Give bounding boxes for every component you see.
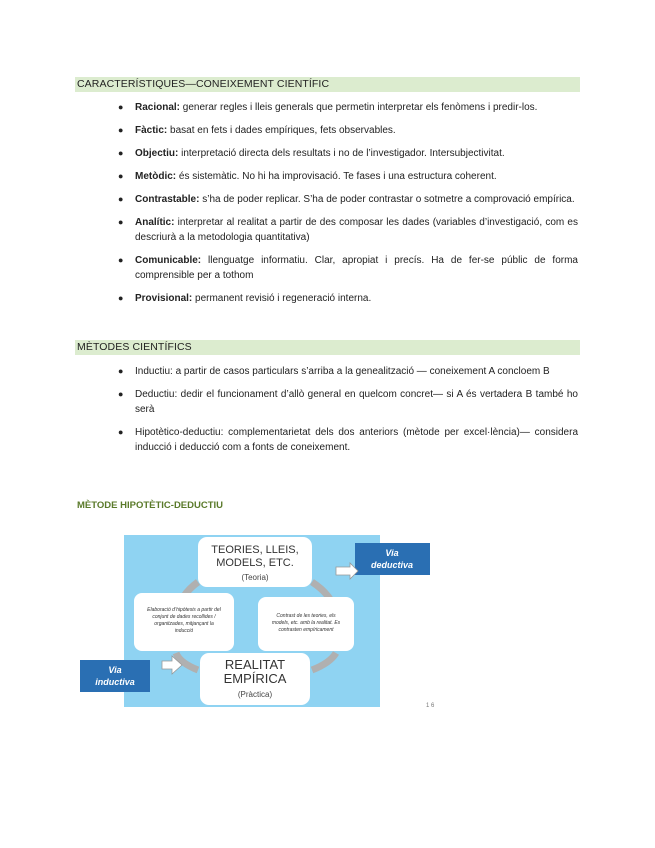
characteristics-list bbox=[118, 100, 578, 306]
induction-text-line3: organitzades, mitjançant la bbox=[154, 621, 214, 627]
deduction-text-line1: Contrast de les teories, els bbox=[276, 613, 336, 619]
via-inductiva-line2: inductiva bbox=[95, 677, 135, 687]
deduction-text-line2: models, etc. amb la realitat. Es bbox=[271, 620, 341, 626]
practice-title-line2: EMPÍRICA bbox=[223, 671, 287, 686]
methods-list bbox=[118, 364, 578, 455]
via-deductiva-line2: deductiva bbox=[370, 560, 414, 570]
theory-title-line1: TEORIES, LLEIS, bbox=[211, 544, 299, 556]
list-item: ● Hipotètico-deductiu: complementarietat dels dos anteriors (mètode per excel·lència)— considera inducció i deducció com a fonts de coneixement. bbox=[118, 427, 578, 453]
theory-title-line2: MODELS, ETC. bbox=[216, 557, 294, 569]
page-mark: 1 6 bbox=[426, 703, 435, 709]
list-item: ● Fàctic: basat en fets i dades empíriques, fets observables. bbox=[118, 125, 396, 136]
diagram-subheading: MÈTODE HIPOTÈTIC-DEDUCTIU bbox=[77, 500, 224, 511]
induction-text-line1: Elaboració d’hipòtesis a partir del bbox=[147, 607, 221, 613]
list-item: ● Inductiu: a partir de casos particulars s’arriba a la genealització — coneixement A concloem B bbox=[118, 366, 550, 377]
list-item: ● Comunicable: llenguatge informatiu. Clar, apropiat i precís. Ha de fer-se públic de forma comprensible per a tothom bbox=[118, 255, 578, 281]
practice-subtitle: (Pràctica) bbox=[237, 690, 273, 699]
induction-text-line2: conjunt de dades recollides / bbox=[152, 614, 216, 620]
list-item: ● Deductiu: dedir el funcionament d’allò general en quelcom concret— si A és vertadera B també ho serà bbox=[118, 389, 578, 415]
via-inductiva-line1: Via bbox=[108, 665, 122, 675]
list-item: ● Racional: generar regles i lleis generals que permetin interpretar els fenòmens i predir-los. bbox=[118, 102, 538, 113]
theory-subtitle: (Teoria) bbox=[241, 573, 269, 582]
hypothetico-deductive-diagram bbox=[80, 535, 430, 707]
deduction-text-line3: contrasten empíricament bbox=[278, 627, 334, 633]
list-item: ● Analític: interpretar al realitat a partir de des composar les dades (variables d’investigació, com es descriurà a la metodologia quantitativa) bbox=[118, 217, 578, 243]
list-item: ● Provisional: permanent revisió i regeneració interna. bbox=[118, 293, 372, 304]
list-item: ● Metòdic: és sistemàtic. No hi ha improvisació. Te fases i una estructura coherent. bbox=[118, 171, 497, 182]
section-title-characteristics: CARACTERÍSTIQUES—CONEIXEMENT CIENTÍFIC bbox=[75, 77, 580, 92]
via-deductiva-line1: Via bbox=[385, 548, 399, 558]
list-item: ● Objectiu: interpretació directa dels resultats i no de l’investigador. Intersubjectivitat. bbox=[118, 148, 505, 159]
section-title-methods: MÈTODES CIENTÍFICS bbox=[75, 340, 580, 355]
induction-text-line4: inducció bbox=[174, 628, 194, 634]
list-item: ● Contrastable: s’ha de poder replicar. S’ha de poder contrastar o sotmetre a comprovació empírica. bbox=[118, 194, 575, 205]
practice-title-line1: REALITAT bbox=[224, 657, 286, 672]
